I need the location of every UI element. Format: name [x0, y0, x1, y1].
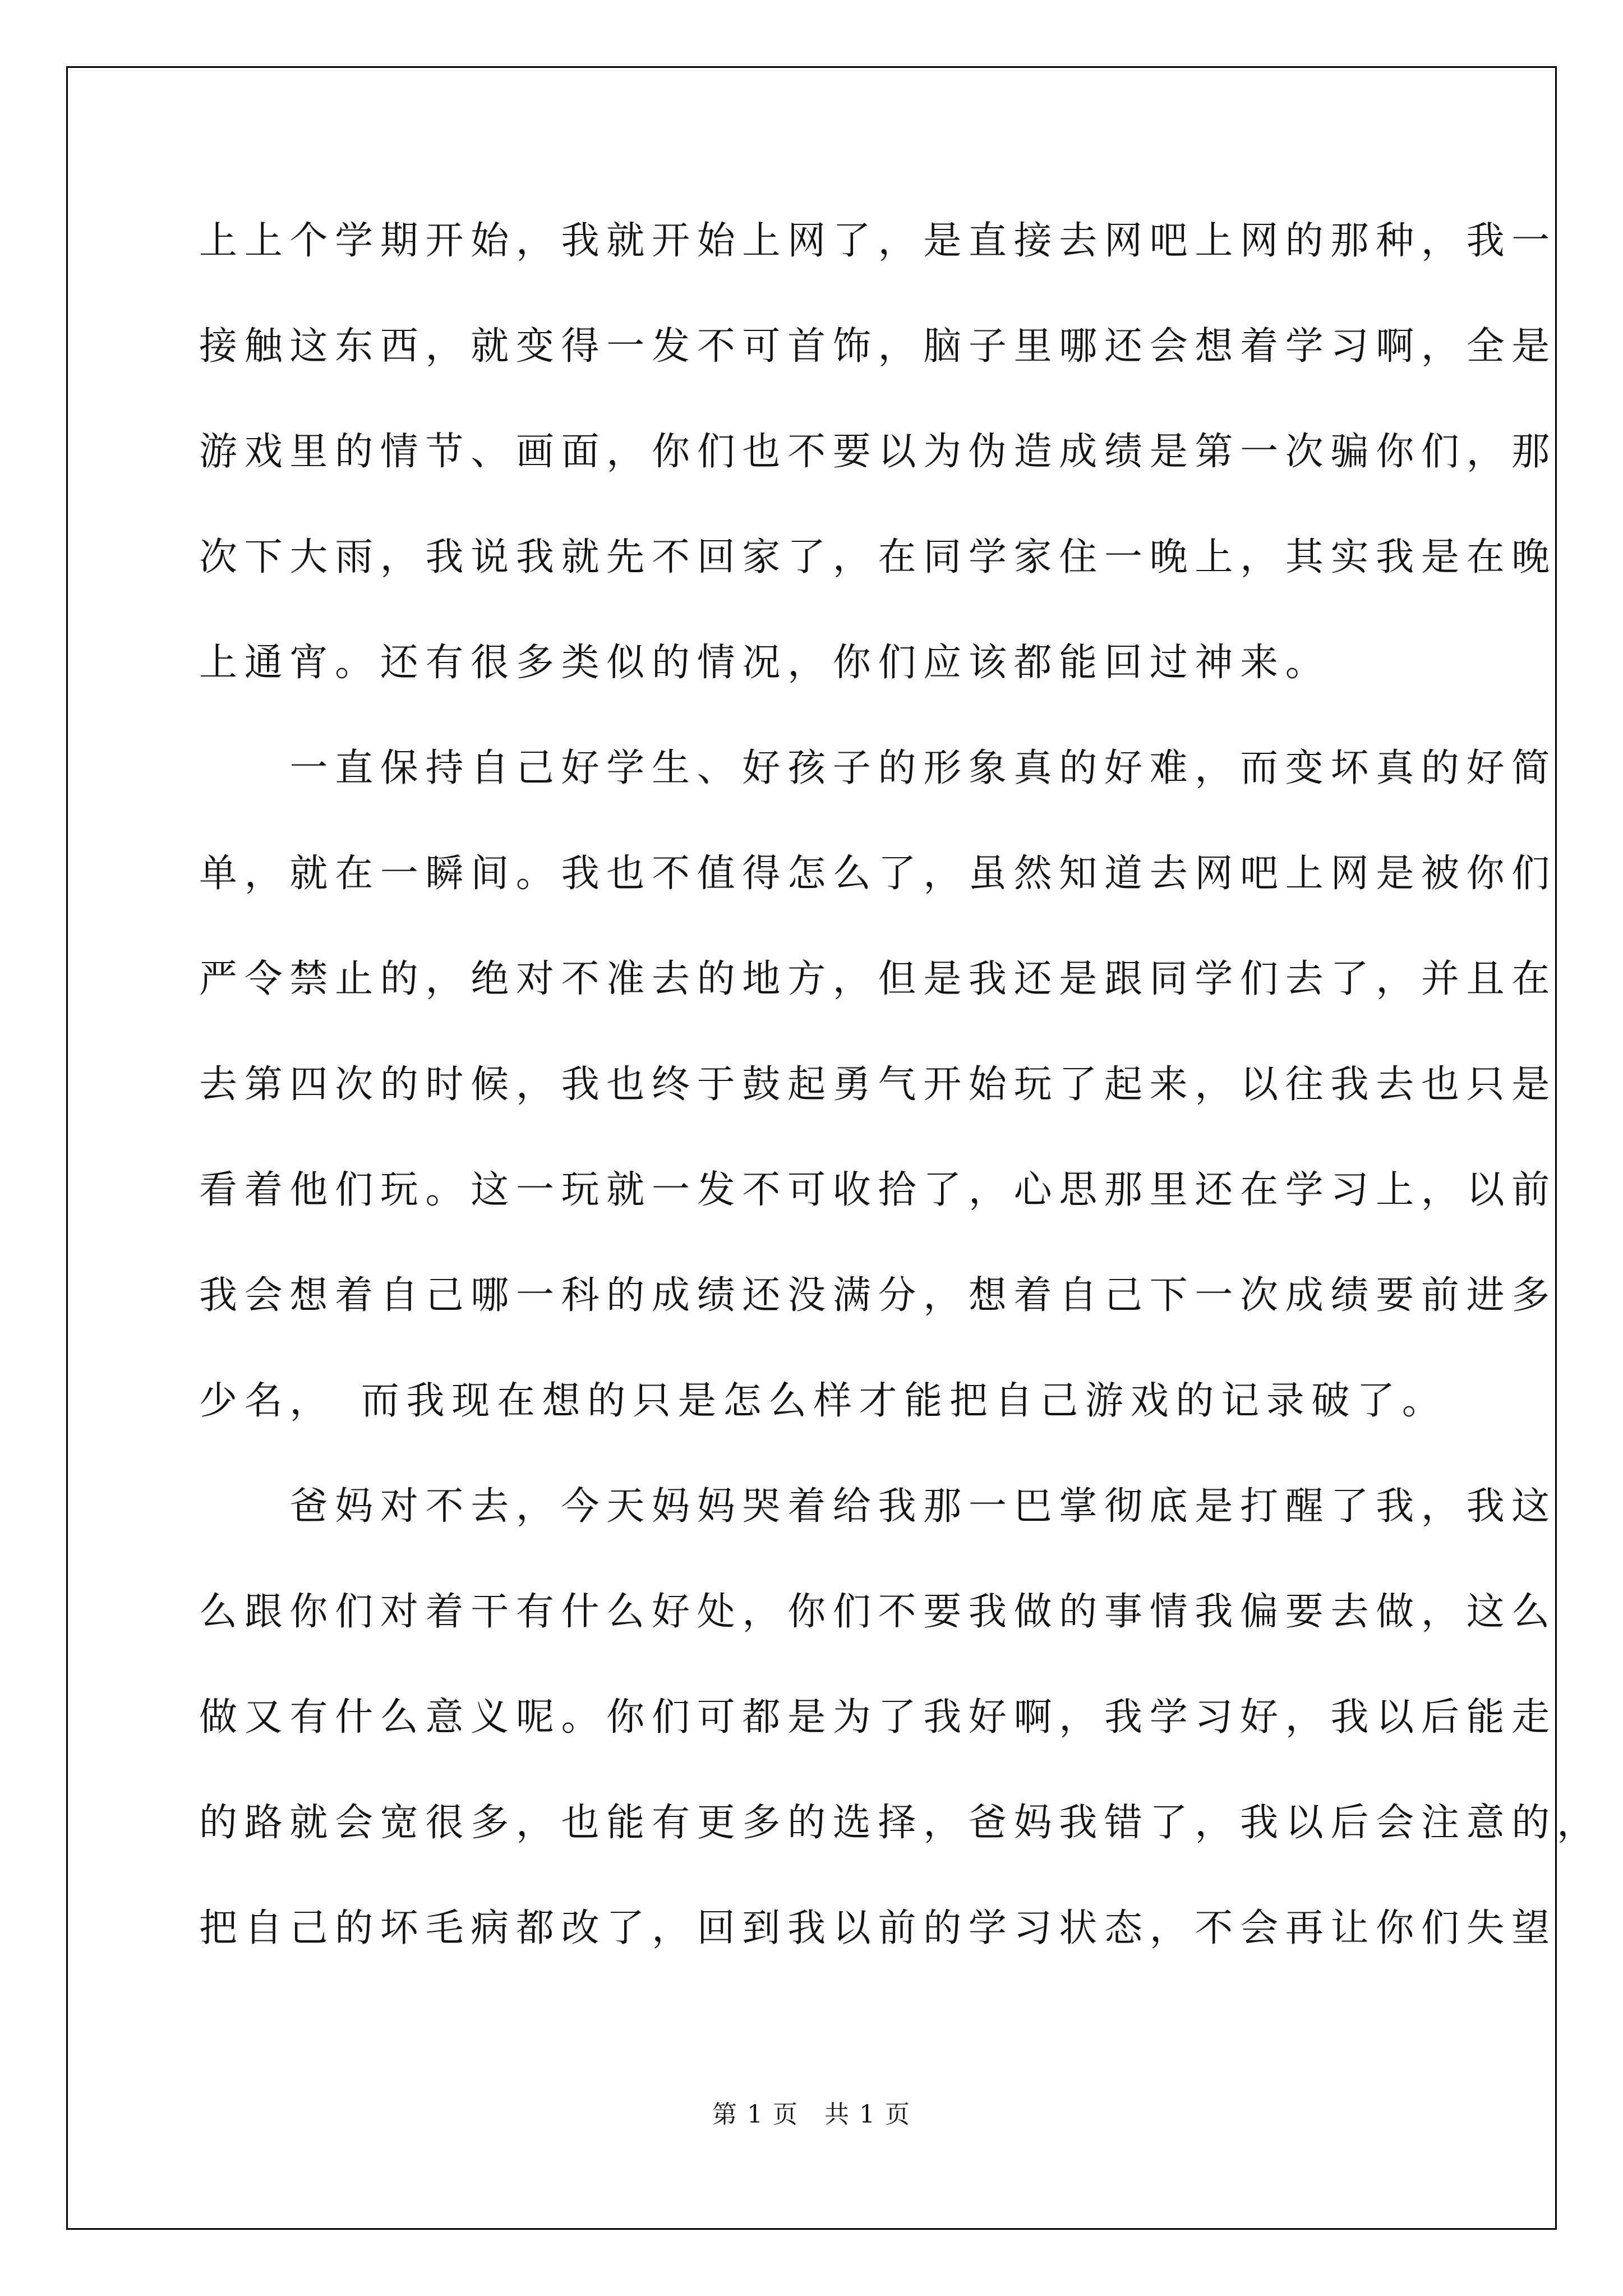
- text-line: 我会想着自己哪一科的成绩还没满分，想着自己下一次成绩要前进多: [199, 1273, 1557, 1318]
- text-line: 游戏里的情节、画面，你们也不要以为伪造成绩是第一次骗你们，那: [199, 430, 1557, 474]
- text-line: 看着他们玩。这一玩就一发不可收拾了，心思那里还在学习上，以前: [199, 1168, 1557, 1212]
- text-line: 次下大雨，我说我就先不回家了，在同学家住一晚上，其实我是在晚: [199, 535, 1557, 579]
- text-line: 做又有什么意义呢。你们可都是为了我好啊，我学习好，我以后能走: [199, 1695, 1557, 1740]
- text-line: 单，就在一瞬间。我也不值得怎么了，虽然知道去网吧上网是被你们: [199, 852, 1557, 896]
- text-line: 么跟你们对着干有什么好处，你们不要我做的事情我偏要去做，这么: [199, 1590, 1557, 1634]
- text-line: 上上个学期开始，我就开始上网了，是直接去网吧上网的那种，我一: [199, 219, 1557, 263]
- text-line: 接触这东西，就变得一发不可首饰，脑子里哪还会想着学习啊，全是: [199, 324, 1557, 369]
- text-line: 爸妈对不去，今天妈妈哭着给我那一巴掌彻底是打醒了我，我这: [199, 1484, 1557, 1529]
- text-line: 上通宵。还有很多类似的情况，你们应该都能回过神来。: [199, 641, 1331, 685]
- text-line: 去第四次的时候，我也终于鼓起勇气开始玩了起来，以往我去也只是: [199, 1062, 1557, 1107]
- text-line: 把自己的坏毛病都改了，回到我以前的学习状态，不会再让你们失望: [199, 1906, 1557, 1950]
- text-line: 少名， 而我现在想的只是怎么样才能把自己游戏的记录破了。: [199, 1379, 1447, 1423]
- page-footer: 第 1 页 共 1 页: [712, 2100, 911, 2129]
- text-line: 的路就会宽很多，也能有更多的选择，爸妈我错了，我以后会注意的，: [199, 1801, 1602, 1845]
- text-line: 严令禁止的，绝对不准去的地方，但是我还是跟同学们去了，并且在: [199, 957, 1557, 1001]
- text-line: 一直保持自己好学生、好孩子的形象真的好难，而变坏真的好简: [199, 746, 1557, 790]
